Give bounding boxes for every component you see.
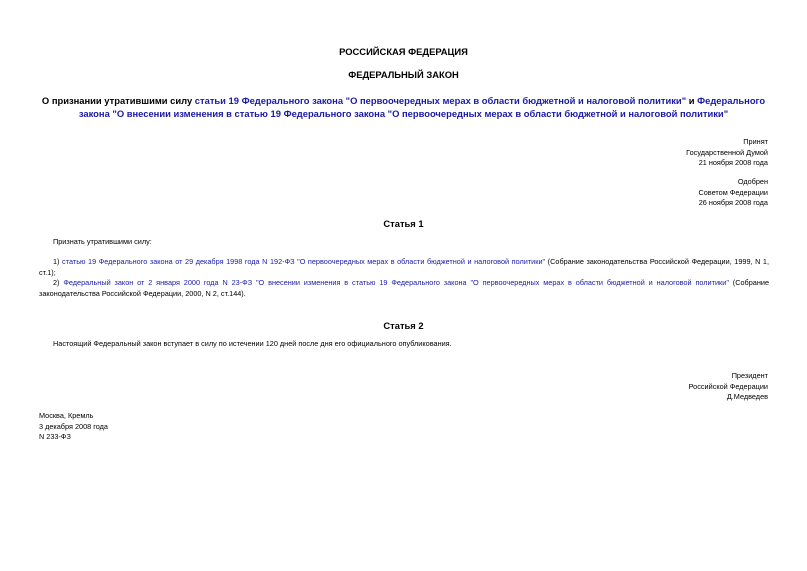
footer-block [39,411,108,443]
signature-block [689,371,768,403]
article1-item2 [39,278,769,299]
footer-date: 3 декабря 2008 года [39,421,108,431]
article1-item1 [39,257,769,278]
signature-country: Российской Федерации [688,381,768,391]
title-link-article19[interactable]: статьи 19 Федерального закона "О первоочередных мерах в области бюджетной и налоговой политики" [194,95,687,106]
article1-intro: Признать утратившими силу: [53,237,152,246]
item2-link[interactable]: Федеральный закон от 2 января 2000 года N 23-ФЗ "О внесении изменения в статью 19 Федерального закона "О первоочередных мерах в области бюджетной и налоговой политики" [63,278,729,287]
country-heading: РОССИЙСКАЯ ФЕДЕРАЦИЯ [339,46,468,57]
adopted-date: 21 ноября 2008 года [698,158,768,167]
approved-body: Советом Федерации [698,187,768,197]
item1-rest: (Собрание законодательства Российской Федерации, 1999, N 1, ст.1); [39,257,770,277]
title-link-amendment-law[interactable]: Федерального закона "О внесении изменения в статью 19 Федерального закона "О первоочередных мерах в области бюджетной и налоговой политики" [78,95,766,119]
item2-number: 2) [53,278,64,287]
signature-title: Президент [731,371,768,380]
approved-date: 26 ноября 2008 года [698,198,768,207]
approved-block [698,177,768,209]
title-prefix: О признании утратившими силу [41,95,195,106]
footer-number: N 233-ФЗ [39,432,71,441]
doc-type-heading: ФЕДЕРАЛЬНЫЙ ЗАКОН [348,69,459,80]
title-middle: и [686,95,698,106]
article2-text: Настоящий Федеральный закон вступает в силу по истечении 120 дней после дня его официального опубликования. [53,339,452,348]
law-title [30,94,777,120]
item1-link[interactable]: статью 19 Федерального закона от 29 декабря 1998 года N 192-ФЗ "О первоочередных мерах в области бюджетной и налоговой политики" [62,257,546,266]
approved-label: Одобрен [737,177,768,186]
adopted-body: Государственной Думой [686,147,768,157]
item1-number: 1) [53,257,63,266]
article1-heading: Статья 1 [383,218,424,229]
adopted-block [686,137,768,169]
adopted-label: Принят [743,137,768,146]
footer-place: Москва, Кремль [39,411,94,420]
signature-name: Д.Медведев [726,392,768,401]
article2-heading: Статья 2 [383,320,424,331]
item2-rest: (Собрание законодательства Российской Федерации, 2000, N 2, ст.144). [39,278,770,298]
